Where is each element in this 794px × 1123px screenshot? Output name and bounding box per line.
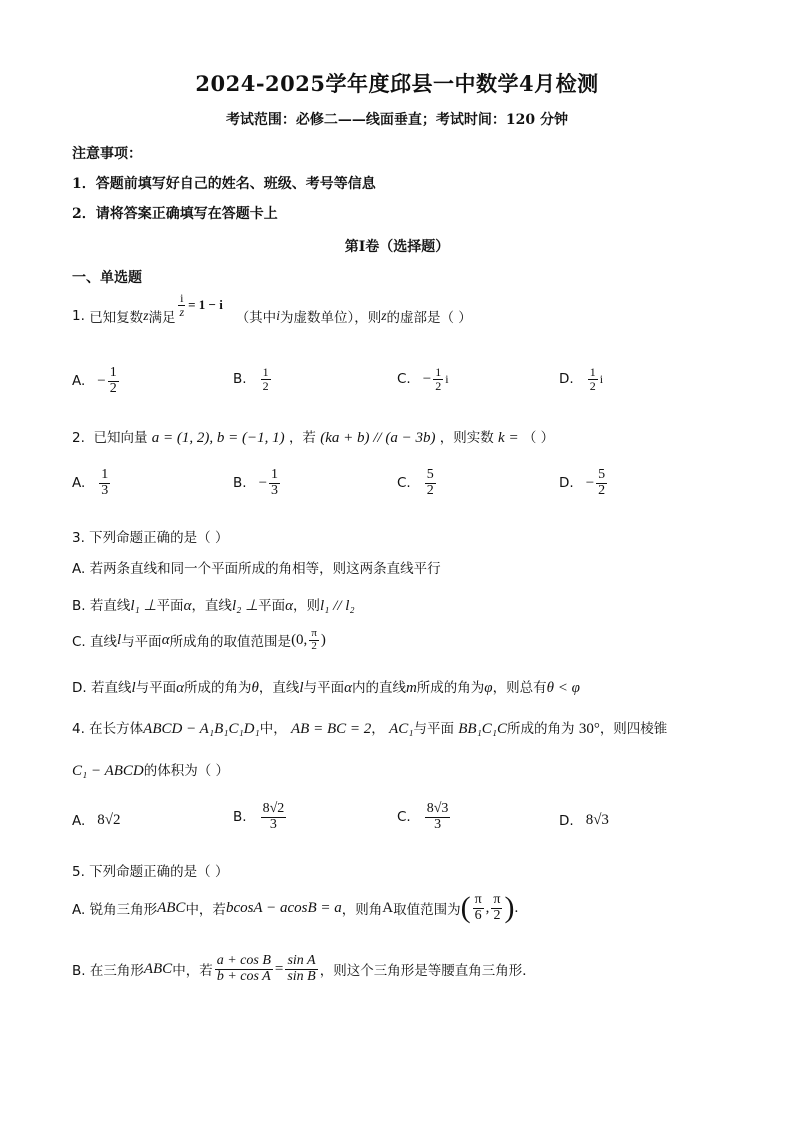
- q5-a-frac-1: [473, 893, 484, 923]
- q3-option-a[interactable]: A. 若两条直线和同一个平面所成的角相等，则这两条直线平行: [72, 561, 441, 577]
- q2-text-2: ，若: [288, 430, 316, 446]
- q5-a-text-4: 取值范围为: [393, 902, 461, 919]
- q4-option-d-label: D.: [559, 812, 574, 829]
- q1-option-c-frac: [433, 366, 443, 392]
- q2-vectors: a = (1, 2), b = (−1, 1): [151, 430, 285, 446]
- q3-d-l2: l: [299, 680, 304, 696]
- q4-option-b[interactable]: [233, 802, 288, 832]
- q1-fraction: [177, 292, 186, 318]
- q2-number: 2.: [72, 430, 85, 446]
- q4-text-6: ，则四棱锥: [599, 721, 668, 737]
- q5-b-frac-1: [215, 954, 273, 984]
- q5-b-equals: =: [274, 960, 284, 977]
- q1-equation: = 1 − i: [188, 297, 223, 312]
- q5-a-end: .: [514, 899, 519, 916]
- q1-option-b-label: B.: [233, 371, 247, 388]
- q4-text-2: 中，: [259, 721, 287, 737]
- exam-scope: 考试范围：必修二——线面垂直；考试时间：120 分钟: [225, 112, 569, 128]
- q5-a-right-paren: ): [504, 891, 515, 925]
- q2-option-d-label: D.: [559, 475, 574, 492]
- q5-b-den-1: b + cos A: [216, 968, 271, 984]
- q5-a-math-3: A: [382, 899, 394, 916]
- q3-d-alpha: α: [176, 680, 185, 696]
- q1-option-d-frac: [588, 366, 598, 392]
- q1-i: i: [276, 308, 280, 323]
- note-item-1: 1．答题前填写好自己的姓名、班级、考号等信息: [72, 176, 376, 192]
- q3-c-alpha: α: [161, 631, 170, 648]
- q3-d-text-1: D. 若直线: [72, 680, 132, 696]
- q3-b-math-1: l₁ ⊥: [130, 598, 157, 614]
- q3-b-math-5: l₁ // l₂: [320, 598, 355, 614]
- q3-c-num: π: [311, 627, 317, 639]
- volume-title: 第I卷（选择题）: [344, 239, 450, 255]
- q3-c-open: (0,: [291, 631, 308, 648]
- q2-option-d-sign: −: [585, 474, 595, 491]
- q5-b-num-2: sin A: [287, 953, 316, 968]
- q4-math-1: ABCD − A₁B₁C₁D₁: [143, 721, 260, 737]
- question-2: [72, 426, 554, 447]
- q3-d-phi: φ: [484, 680, 493, 696]
- q4-option-d[interactable]: [559, 812, 609, 829]
- q4-option-c-num: 8√3: [426, 801, 449, 816]
- q2-option-b-sign: −: [258, 474, 268, 491]
- q2-option-b[interactable]: [233, 468, 282, 498]
- q5-a-text-1: A. 锐角三角形: [72, 902, 158, 919]
- q5-option-a[interactable]: [72, 893, 518, 923]
- q1-z: z: [143, 308, 149, 323]
- q1-option-b-num: 1: [262, 365, 269, 379]
- q4-text-5: 所成的角为: [507, 721, 575, 737]
- q3-d-text-3: 所成的角为: [184, 680, 252, 696]
- q1-option-a-num: 1: [109, 365, 117, 380]
- q2-option-d-den: 2: [598, 482, 606, 498]
- q4-option-c-label: C.: [397, 809, 411, 826]
- q4-option-b-label: B.: [233, 809, 247, 826]
- q5-b-den-2: sin B: [287, 968, 316, 984]
- q2-option-c-den: 2: [426, 482, 434, 498]
- q1-option-a-den: 2: [109, 380, 117, 396]
- q3-option-c[interactable]: [72, 628, 326, 652]
- q1-option-a[interactable]: [72, 366, 121, 396]
- q4-text-7: 的体积为（ ）: [143, 763, 230, 779]
- q2-text-1: 已知向量: [93, 430, 148, 446]
- q5-a-num-1: π: [474, 892, 482, 907]
- q5-a-math-1: ABC: [157, 899, 186, 916]
- q4-option-a[interactable]: [72, 812, 121, 829]
- q4-option-b-den: 3: [269, 816, 277, 832]
- q4-math-5: 30°: [578, 721, 600, 737]
- q3-c-text-3: 所成角的取值范围是: [169, 634, 292, 651]
- q2-text-3: ，则实数: [439, 430, 494, 446]
- q5-a-math-2: bcosA − acosB = a: [225, 899, 342, 916]
- q4-math-3: AC₁: [389, 721, 414, 737]
- q3-option-d[interactable]: [72, 676, 580, 697]
- q1-option-c-label: C.: [397, 371, 411, 388]
- q4-math-6: C₁ − ABCD: [72, 763, 144, 779]
- q2-option-b-label: B.: [233, 475, 247, 492]
- q1-option-d[interactable]: [559, 366, 603, 392]
- q1-frac-den: z: [179, 304, 185, 319]
- part-title: 一、单选题: [72, 270, 142, 286]
- q3-c-text-1: C. 直线: [72, 634, 118, 651]
- q2-option-a-label: A.: [72, 475, 86, 492]
- q5-a-den-1: 6: [474, 907, 482, 923]
- q4-option-d-value: 8√3: [585, 812, 609, 828]
- q3-d-l: l: [131, 680, 136, 696]
- q5-b-math-1: ABC: [143, 960, 173, 977]
- notes-heading: 注意事项：: [72, 146, 142, 162]
- q2-option-b-num: 1: [271, 467, 279, 482]
- q3-b-math-2: α: [183, 598, 192, 614]
- question-1: [72, 290, 472, 326]
- q3-c-l: l: [117, 631, 122, 648]
- q2-option-a-num: 1: [101, 467, 109, 482]
- q2-option-d[interactable]: [559, 468, 609, 498]
- q1-option-a-label: A.: [72, 373, 86, 390]
- q1-option-c-sign: −: [422, 370, 432, 387]
- q2-option-a[interactable]: [72, 468, 112, 498]
- q1-option-b[interactable]: [233, 366, 273, 392]
- question-4-line-1: [72, 717, 667, 738]
- q1-option-c-num: 1: [435, 365, 442, 379]
- q2-option-a-frac: [99, 468, 110, 498]
- q1-text-1: 已知复数: [89, 310, 144, 326]
- q5-a-text-2: 中，若: [185, 902, 226, 919]
- q1-option-a-frac: [108, 366, 119, 396]
- q5-b-num-1: a + cos B: [216, 953, 271, 968]
- q3-d-theta: θ: [251, 680, 259, 696]
- q3-d-text-6: 内的直线: [351, 680, 406, 696]
- note-item-2: 2．请将答案正确填写在答题卡上: [72, 206, 278, 222]
- question-3: 3. 下列命题正确的是（ ）: [72, 530, 229, 546]
- q5-option-b[interactable]: [72, 954, 536, 984]
- q2-option-d-num: 5: [598, 467, 606, 482]
- q4-option-b-frac: [261, 802, 287, 832]
- q2-text-4: （ ）: [522, 430, 555, 446]
- q5-a-den-2: 2: [493, 907, 501, 923]
- q5-b-text-3: ，则这个三角形是等腰直角三角形．: [319, 963, 536, 980]
- q2-parallel-condition: (ka + b) // (a − 3b): [320, 430, 436, 446]
- q5-a-comma: ,: [485, 899, 490, 916]
- question-5: 5. 下列命题正确的是（ ）: [72, 864, 229, 880]
- q3-b-text-3: ，直线: [191, 598, 232, 614]
- q5-b-frac-2: [285, 954, 317, 984]
- q1-option-c-suffix: i: [445, 371, 449, 386]
- q2-option-a-den: 3: [101, 482, 109, 498]
- q3-d-text-4: ，直线: [258, 680, 300, 696]
- q1-text-2: 满足: [148, 310, 176, 326]
- q4-math-4: BB₁C₁C: [458, 721, 508, 737]
- q3-b-math-4: α: [285, 598, 294, 614]
- q1-option-b-den: 2: [262, 378, 269, 393]
- q3-b-text-2: 平面: [156, 598, 184, 614]
- q3-c-frac: [309, 628, 319, 652]
- q1-z-2: z: [381, 308, 387, 323]
- q3-d-text-5: 与平面: [303, 680, 345, 696]
- q1-option-c[interactable]: [397, 366, 449, 392]
- q3-c-text-2: 与平面: [121, 634, 162, 651]
- q3-b-math-3: l₂ ⊥: [231, 598, 259, 614]
- q1-option-c-den: 2: [435, 378, 442, 393]
- q1-option-a-sign: −: [97, 372, 106, 389]
- q4-option-c-frac: [425, 802, 451, 832]
- q1-text-5: 的虚部是（ ）: [386, 310, 472, 326]
- q3-d-text-2: 与平面: [135, 680, 177, 696]
- q3-b-text-4: 平面: [258, 598, 286, 614]
- q3-d-m: m: [405, 680, 417, 696]
- q3-d-text-8: ，则总有: [492, 680, 547, 696]
- q5-b-text-1: B. 在三角形: [72, 963, 144, 980]
- q4-option-c-den: 3: [434, 816, 442, 832]
- q4-text-3: ，: [371, 721, 385, 737]
- q3-option-b[interactable]: [72, 594, 355, 615]
- q3-b-text-5: ，则: [293, 598, 321, 614]
- q4-option-a-label: A.: [72, 812, 86, 829]
- page-title: 2024-2025学年度邱县一中数学4月检测: [195, 71, 599, 96]
- q1-text-3: （其中: [235, 310, 277, 326]
- q2-option-c[interactable]: [397, 468, 438, 498]
- q3-b-text-1: B. 若直线: [72, 598, 131, 614]
- q4-option-b-num: 8√2: [262, 801, 285, 816]
- q5-a-frac-2: [491, 893, 502, 923]
- q3-d-text-7: 所成的角为: [416, 680, 485, 696]
- q1-option-d-suffix: i: [599, 371, 604, 386]
- q4-text-1: 4. 在长方体: [72, 721, 144, 737]
- q2-option-c-frac: [425, 468, 436, 498]
- q4-option-a-value: 8√2: [97, 812, 121, 828]
- q1-number: 1.: [72, 308, 85, 324]
- q2-option-c-num: 5: [426, 467, 434, 482]
- q2-option-c-label: C.: [397, 475, 411, 492]
- q3-d-alpha2: α: [344, 680, 352, 696]
- q1-option-b-frac: [261, 366, 271, 392]
- q2-option-b-frac: [269, 468, 280, 498]
- q4-text-4: 与平面: [413, 721, 454, 737]
- q3-d-relation: θ < φ: [546, 680, 580, 696]
- q2-k: k =: [498, 430, 519, 446]
- q1-frac-num: i: [180, 290, 184, 305]
- q5-a-num-2: π: [493, 892, 501, 907]
- q4-option-c[interactable]: [397, 802, 452, 832]
- q1-option-d-den: 2: [589, 378, 596, 393]
- q5-a-left-paren: (: [460, 891, 471, 925]
- q4-math-2: AB = BC = 2: [291, 721, 372, 737]
- q1-option-d-label: D.: [559, 371, 574, 388]
- q2-option-b-den: 3: [271, 482, 279, 498]
- q3-c-close: ): [320, 631, 326, 648]
- q3-c-den: 2: [311, 639, 317, 652]
- q1-option-d-num: 1: [589, 365, 596, 379]
- q5-a-text-3: ，则角: [341, 902, 383, 919]
- q5-b-text-2: 中，若: [172, 963, 213, 980]
- q2-option-d-frac: [596, 468, 607, 498]
- q1-text-4: 为虚数单位），则: [279, 310, 382, 326]
- question-4-line-2: [72, 759, 229, 780]
